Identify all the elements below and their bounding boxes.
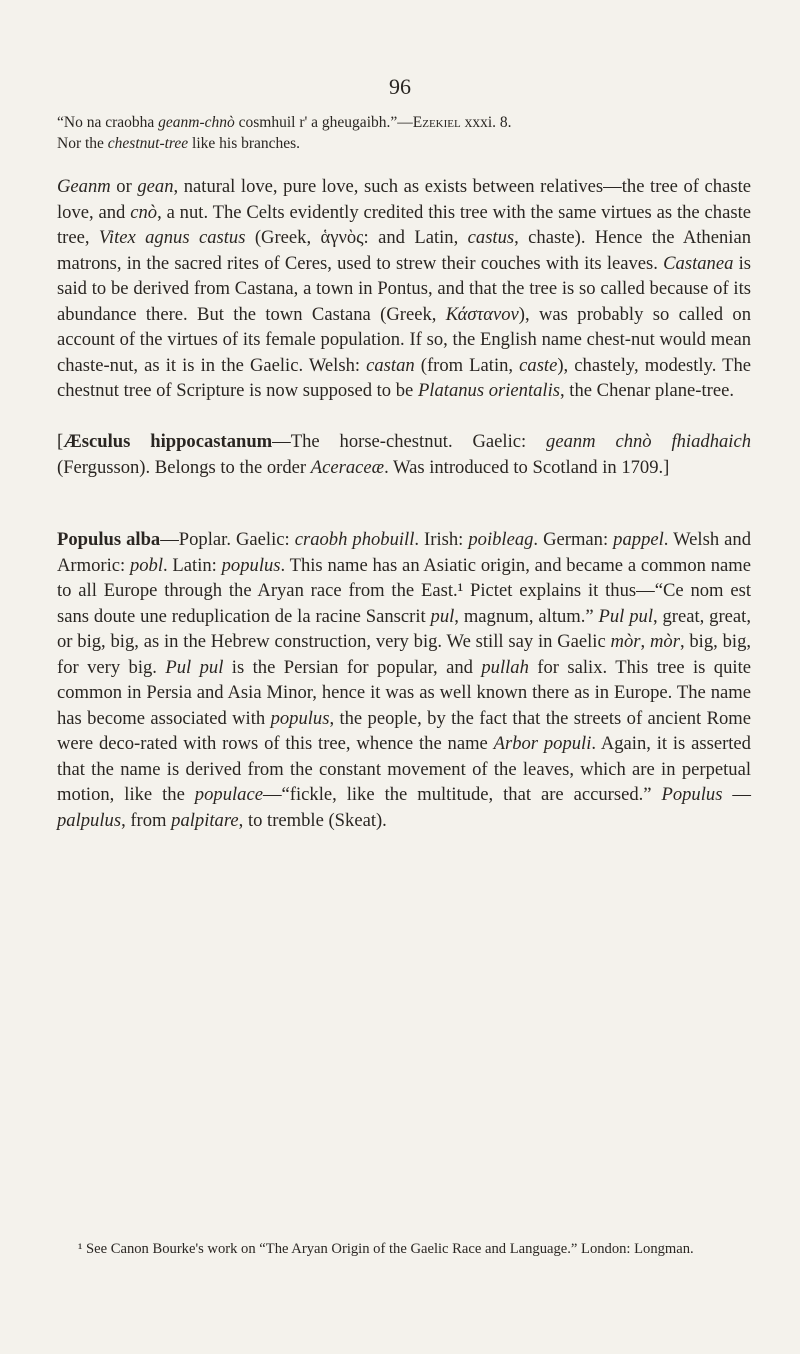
quote-gaelic-line [57,112,751,133]
epigraph-quote [57,112,751,154]
page-number: 96 [389,74,411,99]
quote-text: “No na craobha geanm-chnò cosmhuil r' a gheugaibh.”—Ezekiel xxxi. 8. [57,114,512,131]
quote-english-line: Nor the chestnut-tree like his branches. [57,135,301,152]
paragraph-geanm: Geanm or gean, natural love, pure love, such as exists between relatives—the tree of chaste love, and cnò, a nut. The Celts evidently credited this tree with the same virtues as the chaste tree, Vitex agnus castus (Greek, ἁγνὸς: and Latin, castus, chaste). Hence the Athenian matrons, in the sacred rites of Ceres, used to strew their couches with its leaves. Castanea is said to be derived from Castana, a town in Pontus, and that the tree is so called because of its abundance there. But the town Castana (Greek, Κάσταvov), was probably so called on account of the virtues of its female population. If so, the English name chest-nut would mean chaste-nut, as it is in the Gaelic. Welsh: castan (from Latin, caste), chastely, modestly. The chestnut tree of Scripture is now supposed to be Platanus orientalis, the Chenar plane-tree. [57,176,752,401]
paragraph-populus: Populus alba—Poplar. Gaelic: craobh phobuill. Irish: poibleag. German: pappel. Welsh and Armoric: pobl. Latin: populus. This name has an Asiatic origin, and became a common name to all Europe through the Aryan race from the East.¹ Pictet explains it thus—“Ce nom est sans doute une reduplication de la racine Sanscrit pul, magnum, altum.” Pul pul, great, great, or big, big, as in the Hebrew construction, very big. We still say in Gaelic mòr, mòr, big, big, for very big. Pul pul is the Persian for popular, and pullah for salix. This tree is quite common in Persia and Asia Minor, hence it was as well known there as in Europe. The name has become associated with populus, the people, by the fact that the streets of ancient Rome were deco-rated with rows of this tree, whence the name Arbor populi. Again, it is asserted that the name is derived from the constant movement of the leaves, which are in perpetual motion, like the populace—“fickle, like the multitude, that are accursed.” Populus —palpulus, from palpitare, to tremble (Skeat). [57,529,752,831]
footnote: ¹ See Canon Bourke's work on “The Aryan Origin of the Gaelic Race and Language.” London: Longman. [78,1241,694,1257]
paragraph-aesculus: [Æsculus hippocastanum—The horse-chestnut. Gaelic: geanm chnò fhiadhaich (Fergusson). Belongs to the order Aceraceæ. Was introduced to Scotland in 1709.] [57,431,752,478]
